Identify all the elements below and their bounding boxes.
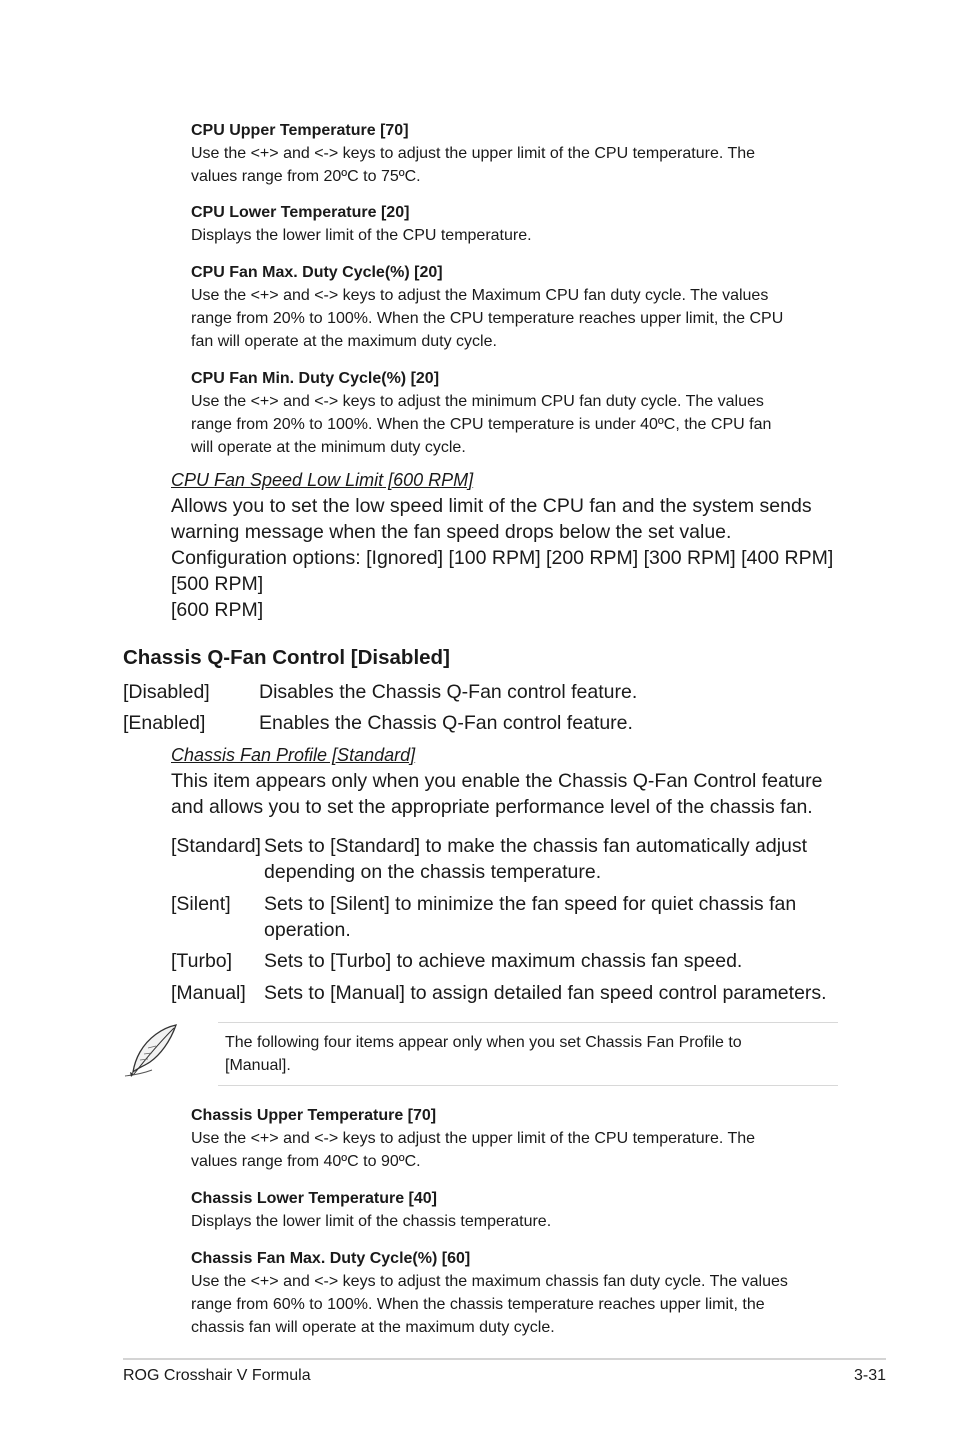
option-desc: Disables the Chassis Q-Fan control feature.: [259, 681, 638, 703]
item-desc: warning message when the fan speed drops below the set value.: [171, 521, 732, 543]
cpu-fan-max-duty-item: [191, 261, 841, 353]
note-text: [225, 1031, 825, 1077]
item-desc: and allows you to set the appropriate performance level of the chassis fan.: [171, 796, 813, 818]
option-desc: [264, 980, 827, 1006]
item-desc: [500 RPM]: [171, 573, 264, 595]
cpu-fan-speed-low-limit-section: [171, 467, 851, 623]
section-heading: Chassis Q-Fan Control [Disabled]: [123, 646, 450, 669]
option-desc-line: depending on the chassis temperature.: [264, 861, 602, 883]
item-desc: Allows you to set the low speed limit of the CPU fan and the system sends: [171, 495, 812, 517]
option-label: [Manual]: [171, 982, 246, 1004]
option-desc: [264, 891, 796, 943]
item-title: CPU Fan Min. Duty Cycle(%) [20]: [191, 370, 440, 387]
cpu-lower-temperature-item: [191, 201, 841, 247]
note-top-rule: [218, 1022, 838, 1023]
item-desc: range from 60% to 100%. When the chassis temperature reaches upper limit, the: [191, 1296, 765, 1313]
item-title: Chassis Fan Profile [Standard]: [171, 745, 416, 765]
chassis-upper-temperature-item: [191, 1104, 841, 1173]
option-desc-line: operation.: [264, 919, 351, 941]
item-desc: Displays the lower limit of the CPU temperature.: [191, 227, 532, 244]
option-label: [Standard]: [171, 835, 261, 857]
option-desc: [264, 833, 807, 885]
item-desc: range from 20% to 100%. When the CPU temperature reaches upper limit, the CPU: [191, 310, 784, 327]
option-label: [Turbo]: [171, 950, 233, 972]
item-desc: [600 RPM]: [171, 599, 264, 621]
option-desc-line: Sets to [Standard] to make the chassis fan automatically adjust: [264, 835, 808, 857]
item-desc: Use the <+> and <-> keys to adjust the upper limit of the CPU temperature. The: [191, 1130, 756, 1147]
item-desc: range from 20% to 100%. When the CPU temperature is under 40ºC, the CPU fan: [191, 416, 772, 433]
note-line-text: [Manual].: [225, 1057, 291, 1074]
item-desc: Configuration options: [Ignored] [100 RPM] [200 RPM] [300 RPM] [400 RPM]: [171, 547, 834, 569]
item-desc: Displays the lower limit of the chassis temperature.: [191, 1213, 552, 1230]
item-title: CPU Fan Speed Low Limit [600 RPM]: [171, 470, 474, 490]
note-line-text: The following four items appear only when you set Chassis Fan Profile to: [225, 1034, 742, 1051]
item-desc: This item appears only when you enable the Chassis Q-Fan Control feature: [171, 770, 823, 792]
chassis-lower-temperature-item: [191, 1187, 841, 1233]
note-bottom-rule: [218, 1085, 838, 1086]
item-title: Chassis Fan Max. Duty Cycle(%) [60]: [191, 1250, 471, 1267]
option-label: [Silent]: [171, 893, 231, 915]
page-number: 3-31: [853, 1367, 886, 1384]
item-desc: will operate at the minimum duty cycle.: [191, 439, 466, 456]
footer-title: ROG Crosshair V Formula: [123, 1367, 311, 1384]
item-desc: Use the <+> and <-> keys to adjust the minimum CPU fan duty cycle. The values: [191, 393, 764, 410]
item-desc: Use the <+> and <-> keys to adjust the maximum chassis fan duty cycle. The values: [191, 1273, 788, 1290]
option-desc-line: Sets to [Manual] to assign detailed fan speed control parameters.: [264, 982, 827, 1004]
chassis-fan-profile-section: [171, 742, 851, 820]
item-desc: fan will operate at the maximum duty cycle.: [191, 333, 497, 350]
option-desc-line: Sets to [Silent] to minimize the fan speed for quiet chassis fan: [264, 893, 797, 915]
option-label: [Disabled]: [123, 681, 210, 703]
chassis-fan-max-duty-item: [191, 1247, 851, 1339]
cpu-fan-min-duty-item: [191, 367, 841, 459]
item-desc: values range from 40ºC to 90ºC.: [191, 1153, 421, 1170]
item-desc: values range from 20ºC to 75ºC.: [191, 168, 421, 185]
footer-rule: [123, 1358, 886, 1360]
item-title: Chassis Lower Temperature [40]: [191, 1190, 438, 1207]
item-desc: chassis fan will operate at the maximum duty cycle.: [191, 1319, 555, 1336]
item-title: Chassis Upper Temperature [70]: [191, 1107, 437, 1124]
cpu-upper-temperature-item: [191, 119, 841, 188]
option-label: [Enabled]: [123, 712, 206, 734]
option-desc-line: Sets to [Turbo] to achieve maximum chassis fan speed.: [264, 950, 743, 972]
item-title: CPU Lower Temperature [20]: [191, 204, 410, 221]
option-desc: Enables the Chassis Q-Fan control feature.: [259, 712, 633, 734]
option-desc: [264, 948, 742, 974]
item-desc: Use the <+> and <-> keys to adjust the upper limit of the CPU temperature. The: [191, 145, 756, 162]
item-title: CPU Fan Max. Duty Cycle(%) [20]: [191, 264, 443, 281]
item-desc: Use the <+> and <-> keys to adjust the Maximum CPU fan duty cycle. The values: [191, 287, 769, 304]
item-title: CPU Upper Temperature [70]: [191, 122, 409, 139]
feather-pen-icon: [122, 1022, 180, 1080]
